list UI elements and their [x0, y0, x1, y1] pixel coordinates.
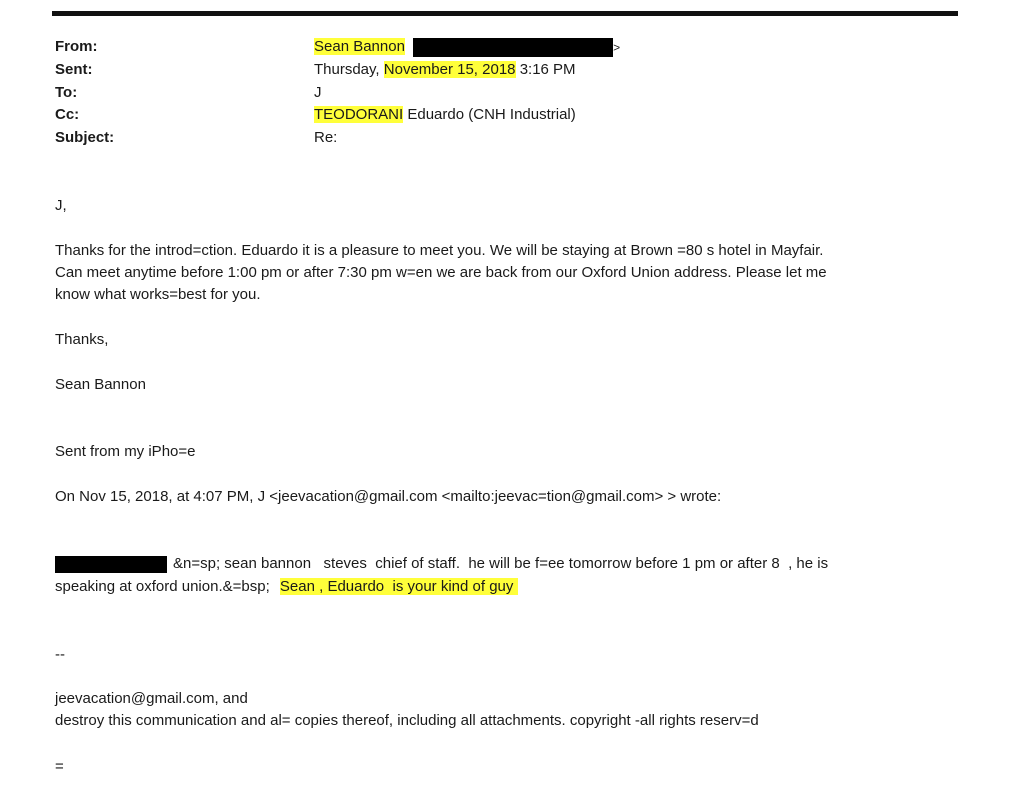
- subject-value: Re:: [314, 129, 338, 146]
- greeting: J,: [55, 197, 67, 214]
- sent-time: 3:16 PM: [519, 61, 576, 78]
- quoted-text-2: speaking at oxford union.&=bsp;: [55, 578, 270, 595]
- sent-weekday: Thursday,: [314, 61, 380, 78]
- from-name: Sean Bannon: [314, 38, 405, 56]
- thanks: Thanks,: [55, 331, 109, 348]
- sent-value: [314, 61, 576, 79]
- paragraph-line-1: Thanks for the introd=ction. Eduardo it is a pleasure to meet you. We will be staying at Brown =80 s hotel in Mayfair.: [55, 242, 824, 259]
- quoted-text-1: &n=sp; sean bannon steves chief of staff. he will be f=ee tomorrow before 1 pm or after 8 , he is: [173, 555, 829, 572]
- signature: Sean Bannon: [55, 376, 146, 393]
- from-label: From:: [55, 38, 98, 55]
- redaction-box: [55, 556, 167, 573]
- end-mark: =: [55, 758, 64, 775]
- quoted-line-1: [55, 555, 828, 573]
- quoted-line-2: [55, 578, 518, 596]
- quoted-highlight: Sean , Eduardo is your kind of guy: [279, 578, 518, 595]
- sent-date: November 15, 2018: [383, 61, 516, 78]
- to-label: To:: [55, 84, 78, 101]
- footer-line-2: destroy this communication and al= copies thereof, including all attachments. copyright -all rights reserv=d: [55, 712, 759, 729]
- to-value: J: [314, 84, 322, 101]
- subject-label: Subject:: [55, 129, 115, 146]
- redaction-box: [413, 38, 613, 57]
- quote-intro: On Nov 15, 2018, at 4:07 PM, J <jeevacation@gmail.com <mailto:jeevac=tion@gmail.com> > wrote:: [55, 488, 722, 505]
- top-rule: [52, 11, 958, 16]
- cc-name-rest: Eduardo (CNH Industrial): [407, 106, 576, 123]
- sent-from-line: Sent from my iPho=e: [55, 443, 196, 460]
- cc-value: [314, 106, 576, 124]
- cc-label: Cc:: [55, 106, 80, 123]
- paragraph-line-2: Can meet anytime before 1:00 pm or after 7:30 pm w=en we are back from our Oxford Union address. Please let me: [55, 264, 827, 281]
- from-suffix: >: [613, 40, 621, 55]
- paragraph-line-3: know what works=best for you.: [55, 286, 261, 303]
- cc-name-highlighted: TEODORANI: [314, 106, 404, 123]
- dashes: --: [55, 646, 65, 663]
- from-value: [314, 38, 620, 57]
- sent-label: Sent:: [55, 61, 93, 78]
- footer-line-1: jeevacation@gmail.com, and: [55, 690, 248, 707]
